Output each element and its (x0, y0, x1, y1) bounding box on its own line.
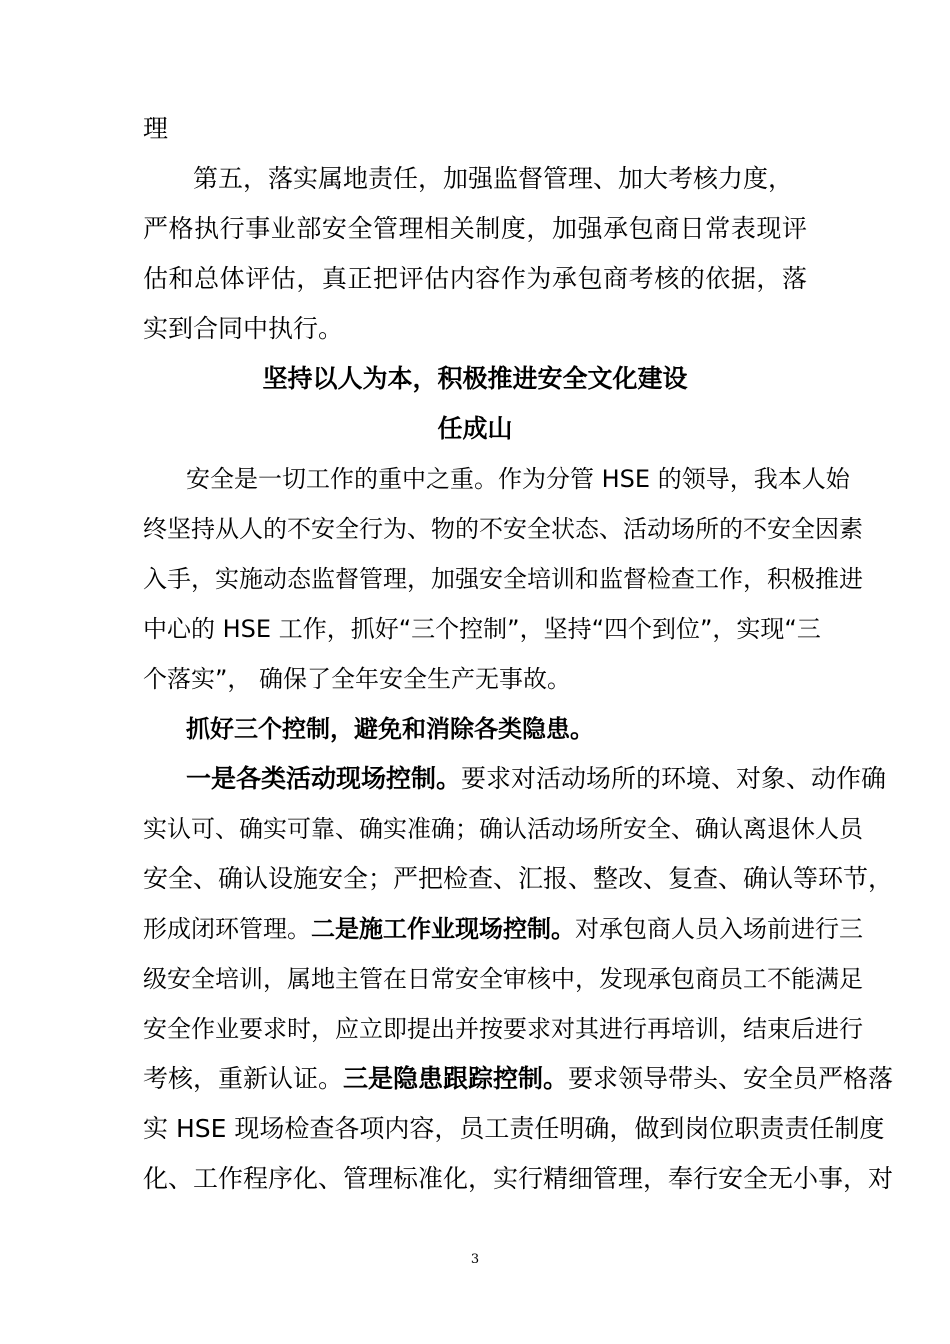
point-one-text: 要求对活动场所的环境、对象、动作确 (461, 764, 887, 793)
intro-line-1: 安全是一切工作的重中之重。作为分管 HSE 的领导，我本人始 (186, 465, 850, 493)
page-number: 3 (470, 1252, 480, 1267)
intro-line-2: 终坚持从人的不安全行为、物的不安全状态、活动场所的不安全因素 (143, 515, 863, 543)
body-line-4-text-a: 形成闭环管理。 (143, 915, 311, 943)
article-author: 任成山 (437, 414, 513, 443)
paragraph-fifth-line-3: 估和总体评估，真正把评估内容作为承包商考核的依据，落 (143, 264, 807, 293)
point-one-heading: 一是各类活动现场控制。 (186, 764, 462, 793)
continuation-line: 理 (143, 114, 169, 143)
point-two-heading: 二是施工作业现场控制。 (311, 915, 575, 943)
intro-line-3: 入手，实施动态监督管理，加强安全培训和监督检查工作，积极推进 (143, 565, 863, 593)
intro-line-4: 中心的 HSE 工作，抓好“三个控制”，坚持“四个到位”，实现“三 (143, 615, 821, 643)
body-line-8: 实 HSE 现场检查各项内容，员工责任明确，做到岗位职责责任制度 (143, 1114, 885, 1143)
paragraph-fifth-line-4: 实到合同中执行。 (143, 314, 344, 343)
body-line-7-text-a: 考核，重新认证。 (143, 1064, 344, 1093)
paragraph-fifth-line-2: 严格执行事业部安全管理相关制度，加强承包商日常表现评 (143, 214, 807, 243)
body-line-7 (143, 1062, 894, 1096)
body-line-4 (143, 912, 863, 946)
article-title: 坚持以人为本，积极推进安全文化建设 (262, 364, 688, 393)
section-heading: 抓好三个控制，避免和消除各类隐患。 (186, 715, 594, 743)
point-three-heading: 三是隐患跟踪控制。 (343, 1064, 569, 1093)
intro-line-5: 个落实”， 确保了全年安全生产无事故。 (143, 665, 572, 693)
body-line-3: 安全、确认设施安全；严把检查、汇报、整改、复查、确认等环节， (143, 864, 894, 893)
body-line-9: 化、工作程序化、管理标准化，实行精细管理，奉行安全无小事，对 (143, 1164, 894, 1193)
point-three-text: 要求领导带头、安全员严格落 (568, 1064, 894, 1093)
body-line-6: 安全作业要求时，应立即提出并按要求对其进行再培训，结束后进行 (143, 1015, 863, 1043)
paragraph-fifth-line-1: 第五，落实属地责任，加强监督管理、加大考核力度， (193, 164, 794, 193)
body-line-1 (186, 762, 887, 796)
body-line-2: 实认可、确实可靠、确实准确；确认活动场所安全、确认离退休人员 (143, 815, 863, 843)
point-two-text: 对承包商人员入场前进行三 (575, 915, 863, 943)
body-line-5: 级安全培训，属地主管在日常安全审核中，发现承包商员工不能满足 (143, 965, 863, 993)
